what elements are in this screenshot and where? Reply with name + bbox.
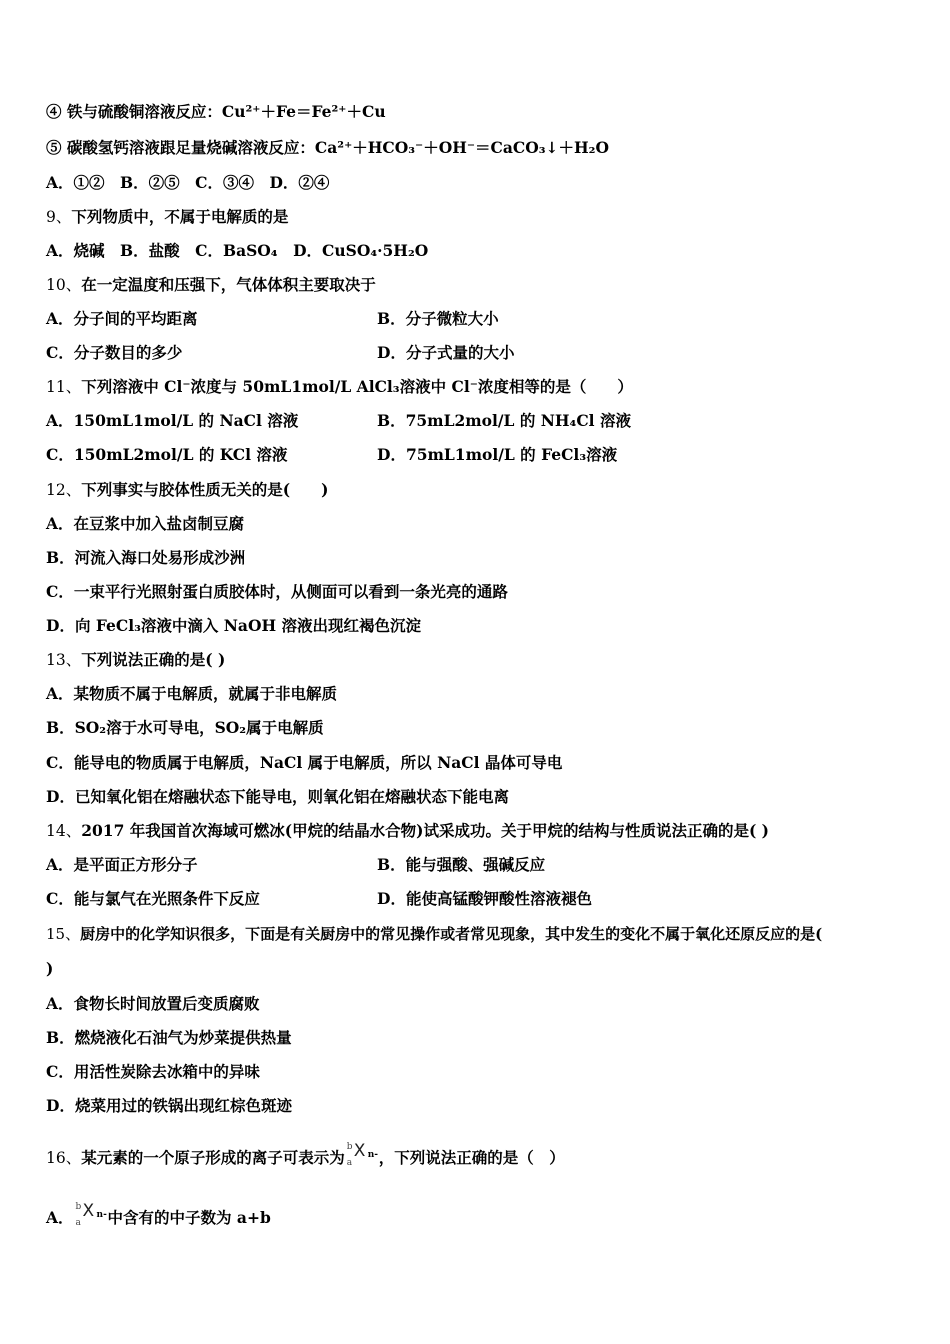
q8-options: A．①② B．②⑤ C．③④ D．②④ xyxy=(46,173,330,192)
q16-stem: 16、某元素的一个原子形成的离子可表示为 b a X n- ，下列说法正确的是（ ） xyxy=(46,1141,565,1168)
q12-option-c: C．一束平行光照射蛋白质胶体时，从侧面可以看到一条光亮的通路 xyxy=(46,582,508,601)
q12-option-d: D．向 FeCl₃溶液中滴入 NaOH 溶液出现红褐色沉淀 xyxy=(46,616,422,635)
q10-option-d: D．分子式量的大小 xyxy=(377,343,515,362)
q14-option-b: B．能与强酸、强碱反应 xyxy=(377,855,546,874)
q9-options: A．烧碱 B．盐酸 C．BaSO₄ D．CuSO₄·5H₂O xyxy=(46,241,429,260)
q13-option-c: C．能导电的物质属于电解质，NaCl 属于电解质，所以 NaCl 晶体可导电 xyxy=(46,753,563,772)
q15-stem: 15、厨房中的化学知识很多，下面是有关厨房中的常见操作或者常见现象，其中发生的变化不属于氧化还原反应的是( xyxy=(46,925,823,943)
q10-option-b: B．分子微粒大小 xyxy=(377,309,499,328)
q15-option-b: B．燃烧液化石油气为炒菜提供热量 xyxy=(46,1028,292,1047)
q14-option-d: D．能使高锰酸钾酸性溶液褪色 xyxy=(377,889,592,908)
q15-stem-continued: ) xyxy=(46,959,54,978)
q11-option-c: C．150mL2mol/L 的 KCl 溶液 xyxy=(46,445,288,464)
ion-notation: b a X n- xyxy=(346,1141,379,1168)
q13-option-b: B．SO₂溶于水可导电，SO₂属于电解质 xyxy=(46,718,324,737)
q11-stem: 11、下列溶液中 Cl⁻浓度与 50mL1mol/L AlCl₃溶液中 Cl⁻浓度相等的是（ ） xyxy=(46,377,633,396)
q12-option-b: B．河流入海口处易形成沙洲 xyxy=(46,548,246,567)
reaction-4: ④ 铁与硫酸铜溶液反应：Cu²⁺＋Fe＝Fe²⁺＋Cu xyxy=(46,102,386,121)
q10-stem: 10、在一定温度和压强下，气体体积主要取决于 xyxy=(46,275,376,294)
q14-stem: 14、2017 年我国首次海域可燃冰(甲烷的结晶水合物)试采成功。关于甲烷的结构与性质说法正确的是( ) xyxy=(46,821,770,840)
q15-option-a: A．食物长时间放置后变质腐败 xyxy=(46,994,260,1013)
q16-option-a: A． b a X n- 中含有的中子数为 a+b xyxy=(46,1201,271,1228)
q13-option-a: A．某物质不属于电解质，就属于非电解质 xyxy=(46,684,338,703)
q12-stem: 12、下列事实与胶体性质无关的是( ) xyxy=(46,480,329,499)
q15-option-c: C．用活性炭除去冰箱中的异味 xyxy=(46,1062,260,1081)
q13-stem: 13、下列说法正确的是( ) xyxy=(46,650,226,669)
reaction-5: ⑤ 碳酸氢钙溶液跟足量烧碱溶液反应：Ca²⁺＋HCO₃⁻＋OH⁻＝CaCO₃↓＋H₂O xyxy=(46,138,609,157)
q12-option-a: A．在豆浆中加入盐卤制豆腐 xyxy=(46,514,245,533)
q15-option-d: D．烧菜用过的铁锅出现红棕色斑迹 xyxy=(46,1096,292,1115)
q11-option-a: A．150mL1mol/L 的 NaCl 溶液 xyxy=(46,411,299,430)
q11-option-b: B．75mL2mol/L 的 NH₄Cl 溶液 xyxy=(377,411,631,430)
ion-notation: b a X n- xyxy=(75,1201,107,1228)
q13-option-d: D．已知氧化铝在熔融状态下能导电，则氧化铝在熔融状态下能电离 xyxy=(46,787,509,806)
q14-option-a: A．是平面正方形分子 xyxy=(46,855,198,874)
q14-option-c: C．能与氯气在光照条件下反应 xyxy=(46,889,260,908)
q11-option-d: D．75mL1mol/L 的 FeCl₃溶液 xyxy=(377,445,618,464)
q10-option-a: A．分子间的平均距离 xyxy=(46,309,198,328)
q9-stem: 9、下列物质中，不属于电解质的是 xyxy=(46,207,289,226)
q10-option-c: C．分子数目的多少 xyxy=(46,343,183,362)
